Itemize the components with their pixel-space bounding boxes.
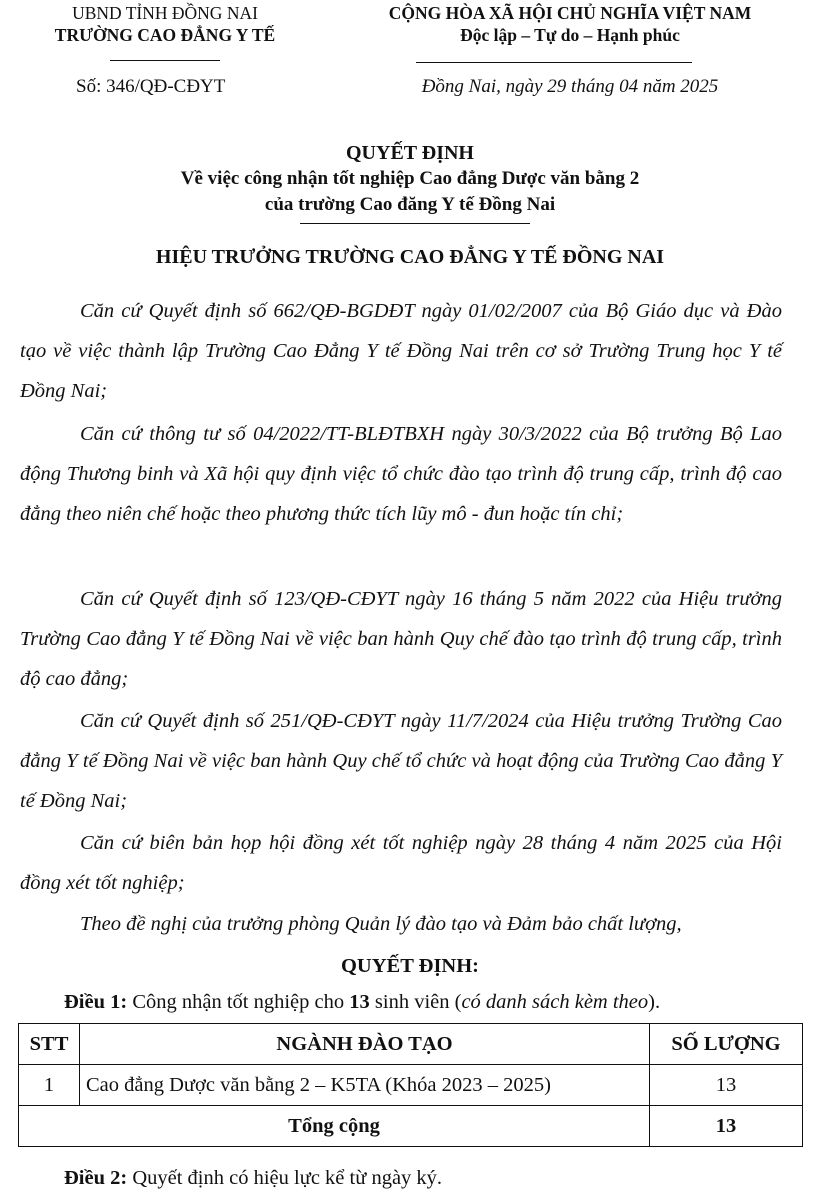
header-stt: STT — [19, 1024, 80, 1065]
basis-paragraph-4: Căn cứ Quyết định số 251/QĐ-CĐYT ngày 11/7/2024 của Hiệu trưởng Trường Cao đẳng Y tế Đồng Nai về việc ban hành Quy chế tổ chức và hoạt động của Trường Cao đẳng Y tế Đồng Nai; — [20, 710, 782, 812]
nation-title: CỘNG HÒA XÃ HỘI CHỦ NGHĨA VIỆT NAM — [388, 3, 752, 23]
basis-paragraph-6: Theo đề nghị của trưởng phòng Quản lý đào tạo và Đảm bảo chất lượng, — [80, 913, 682, 935]
number-label: Số: — [76, 76, 102, 97]
header-quantity: SỐ LƯỢNG — [650, 1024, 803, 1065]
total-value: 13 — [650, 1106, 803, 1147]
number-value: 346/QĐ-CĐYT — [106, 76, 226, 97]
document-number — [76, 76, 225, 98]
article-1-text-mid: sinh viên ( — [369, 991, 462, 1013]
basis-paragraph-2: Căn cứ thông tư số 04/2022/TT-BLĐTBXH ngày 30/3/2022 của Bộ trưởng Bộ Lao động Thương binh và Xã hội quy định việc tổ chức đào tạo trình độ trung cấp, trình độ cao đẳng theo niên chế hoặc theo phương thức tích lũy mô - đun hoặc tín chỉ; — [20, 423, 782, 525]
subject-line-2: của trường Cao đăng Y tế Đồng Nai — [264, 194, 556, 215]
decision-heading: QUYẾT ĐỊNH: — [340, 955, 479, 977]
national-motto: Độc lập – Tự do – Hạnh phúc — [460, 25, 680, 45]
document-type: QUYẾT ĐỊNH — [346, 142, 474, 164]
graduation-table — [18, 1023, 803, 1147]
total-label: Tổng cộng — [19, 1106, 650, 1147]
subject-line-1: Về việc công nhận tốt nghiệp Cao đẳng Dược văn bằng 2 — [180, 168, 640, 189]
article-2-label: Điều 2: — [64, 1167, 128, 1189]
table-header-row — [19, 1024, 803, 1065]
cell-quantity: 13 — [650, 1065, 803, 1106]
subject-underline — [300, 223, 530, 224]
authority-heading: HIỆU TRƯỞNG TRƯỜNG CAO ĐẲNG Y TẾ ĐỒNG NAI — [155, 246, 665, 268]
cell-stt: 1 — [19, 1065, 80, 1106]
table-row — [19, 1065, 803, 1106]
org-underline — [110, 60, 220, 61]
table-total-row — [19, 1106, 803, 1147]
article-2-text: Quyết định có hiệu lực kể từ ngày ký. — [127, 1167, 443, 1189]
article-1-count: 13 — [349, 991, 370, 1013]
header-program: NGÀNH ĐÀO TẠO — [80, 1024, 650, 1065]
basis-paragraph-3: Căn cứ Quyết định số 123/QĐ-CĐYT ngày 16 tháng 5 năm 2022 của Hiệu trưởng Trường Cao đẳng Y tế Đồng Nai về việc ban hành Quy chế đào tạo trình độ trung cấp, trình độ cao đẳng; — [20, 588, 782, 690]
article-1 — [64, 991, 660, 1014]
article-2 — [64, 1167, 442, 1190]
cell-program: Cao đẳng Dược văn bằng 2 – K5TA (Khóa 2023 – 2025) — [80, 1065, 650, 1106]
org-parent: UBND TỈNH ĐỒNG NAI — [72, 3, 258, 23]
motto-underline — [416, 62, 692, 63]
basis-paragraph-5: Căn cứ biên bản họp hội đồng xét tốt nghiệp ngày 28 tháng 4 năm 2025 của Hội đồng xét tốt nghiệp; — [20, 832, 782, 894]
org-name: TRƯỜNG CAO ĐẲNG Y TẾ — [54, 25, 276, 45]
basis-paragraph-1: Căn cứ Quyết định số 662/QĐ-BGDĐT ngày 01/02/2007 của Bộ Giáo dục và Đào tạo về việc thành lập Trường Cao Đẳng Y tế Đồng Nai trên cơ sở Trường Trung học Y tế Đồng Nai; — [20, 300, 782, 402]
article-1-label: Điều 1: — [64, 991, 128, 1013]
date-line: Đồng Nai, ngày 29 tháng 04 năm 2025 — [421, 76, 719, 97]
article-1-text-after: ). — [648, 991, 661, 1013]
article-1-text-before: Công nhận tốt nghiệp cho — [127, 991, 350, 1013]
article-1-italic: có danh sách kèm theo — [461, 991, 649, 1013]
